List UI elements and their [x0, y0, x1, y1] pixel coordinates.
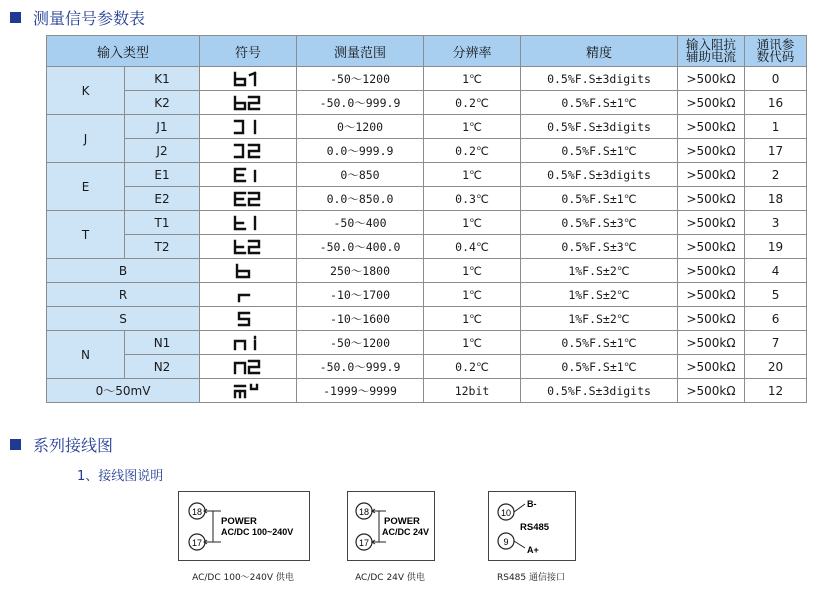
cell-sub-type: T1	[125, 211, 200, 235]
cell-impedance: >500kΩ	[678, 91, 745, 115]
cell-sub-type: E2	[125, 187, 200, 211]
cell-sub-type: K2	[125, 91, 200, 115]
cell-resolution: 1℃	[424, 67, 521, 91]
display-symbol-glyph-icon	[233, 191, 263, 207]
cell-impedance: >500kΩ	[678, 355, 745, 379]
cell-resolution: 0.2℃	[424, 139, 521, 163]
cell-display-symbol	[200, 115, 297, 139]
header-comm-line1: 通讯参	[756, 37, 795, 52]
cell-impedance: >500kΩ	[678, 115, 745, 139]
cell-accuracy: 0.5%F.S±3digits	[521, 67, 678, 91]
display-symbol-glyph-icon	[233, 311, 263, 327]
table-row	[47, 283, 807, 307]
cell-accuracy: 0.5%F.S±3℃	[521, 235, 678, 259]
wiring-subheading: 1、接线图说明	[77, 469, 164, 484]
cell-sub-type: K1	[125, 67, 200, 91]
wiring-caption-3: RS485 通信接口	[496, 573, 565, 583]
cell-range: -10～1600	[297, 307, 424, 331]
cell-comm-code: 4	[745, 259, 807, 283]
table-row	[47, 259, 807, 283]
rs485-label: RS485	[520, 522, 550, 533]
signal-parameter-table	[46, 35, 807, 403]
cell-display-symbol	[200, 211, 297, 235]
display-symbol-glyph-icon	[233, 335, 263, 351]
cell-comm-code: 16	[745, 91, 807, 115]
cell-display-symbol	[200, 187, 297, 211]
power-label: POWER	[221, 516, 257, 527]
table-row	[47, 115, 807, 139]
cell-comm-code: 0	[745, 67, 807, 91]
cell-accuracy: 0.5%F.S±1℃	[521, 91, 678, 115]
cell-display-symbol	[200, 259, 297, 283]
power-voltage-label: AC/DC 100~240V	[221, 527, 294, 537]
cell-sub-type: J2	[125, 139, 200, 163]
cell-display-symbol	[200, 139, 297, 163]
cell-accuracy: 0.5%F.S±1℃	[521, 331, 678, 355]
table-row	[47, 91, 807, 115]
wiring-caption-1: AC/DC 100～240V 供电	[192, 573, 294, 583]
cell-impedance: >500kΩ	[678, 307, 745, 331]
header-input-type: 输入类型	[47, 36, 200, 67]
cell-impedance: >500kΩ	[678, 379, 745, 403]
cell-resolution: 1℃	[424, 307, 521, 331]
cell-resolution: 0.3℃	[424, 187, 521, 211]
cell-sub-type: N2	[125, 355, 200, 379]
cell-range: 250～1800	[297, 259, 424, 283]
cell-comm-code: 7	[745, 331, 807, 355]
cell-range: 0～850	[297, 163, 424, 187]
cell-comm-code: 6	[745, 307, 807, 331]
display-symbol-glyph-icon	[233, 71, 263, 87]
header-impedance-line1: 输入阻抗	[686, 37, 737, 52]
cell-input-type: N	[47, 331, 125, 379]
cell-range: -50.0～999.9	[297, 355, 424, 379]
cell-sub-type: J1	[125, 115, 200, 139]
header-resolution: 分辨率	[424, 36, 521, 67]
cell-display-symbol	[200, 355, 297, 379]
cell-resolution: 12bit	[424, 379, 521, 403]
cell-impedance: >500kΩ	[678, 259, 745, 283]
cell-range: 0.0～999.9	[297, 139, 424, 163]
cell-resolution: 0.4℃	[424, 235, 521, 259]
cell-comm-code: 5	[745, 283, 807, 307]
cell-accuracy: 0.5%F.S±3℃	[521, 211, 678, 235]
display-symbol-glyph-icon	[233, 119, 263, 135]
header-comm-line2: 数代码	[756, 49, 795, 64]
section-square-icon	[10, 12, 21, 23]
terminal-number: 17	[358, 538, 370, 548]
wiring-diagram-power-ac-dc-24v	[347, 491, 435, 561]
wiring-diagram-3-svg	[489, 492, 575, 560]
cell-impedance: >500kΩ	[678, 163, 745, 187]
cell-input-type: 0～50mV	[47, 379, 200, 403]
cell-accuracy: 1%F.S±2℃	[521, 307, 678, 331]
cell-range: -50.0～999.9	[297, 91, 424, 115]
wire-lines	[205, 511, 221, 542]
table-row	[47, 235, 807, 259]
arrow-icon	[372, 509, 375, 544]
header-symbol: 符号	[200, 36, 297, 67]
cell-resolution: 1℃	[424, 259, 521, 283]
power-label: POWER	[384, 516, 420, 527]
header-impedance	[678, 36, 745, 67]
cell-input-type: E	[47, 163, 125, 211]
table-row	[47, 211, 807, 235]
header-range: 测量范围	[297, 36, 424, 67]
rs485-a-label: A+	[527, 545, 539, 555]
cell-accuracy: 1%F.S±2℃	[521, 283, 678, 307]
header-accuracy: 精度	[521, 36, 678, 67]
display-symbol-glyph-icon	[233, 359, 263, 375]
table-header-row	[47, 36, 807, 67]
wiring-diagram-power-ac-dc-100-240v	[178, 491, 310, 561]
wiring-caption-2: AC/DC 24V 供电	[355, 573, 425, 583]
table-row	[47, 187, 807, 211]
cell-range: -10～1700	[297, 283, 424, 307]
cell-range: -50～1200	[297, 67, 424, 91]
cell-display-symbol	[200, 331, 297, 355]
cell-accuracy: 0.5%F.S±1℃	[521, 355, 678, 379]
cell-resolution: 0.2℃	[424, 91, 521, 115]
display-symbol-glyph-icon	[233, 383, 263, 399]
cell-accuracy: 0.5%F.S±3digits	[521, 115, 678, 139]
cell-range: 0～1200	[297, 115, 424, 139]
cell-resolution: 1℃	[424, 283, 521, 307]
cell-input-type: R	[47, 283, 200, 307]
display-symbol-glyph-icon	[233, 263, 263, 279]
table-row	[47, 163, 807, 187]
cell-comm-code: 3	[745, 211, 807, 235]
cell-resolution: 1℃	[424, 331, 521, 355]
cell-resolution: 1℃	[424, 211, 521, 235]
cell-comm-code: 19	[745, 235, 807, 259]
wiring-diagram-rs485	[488, 491, 576, 561]
cell-sub-type: N1	[125, 331, 200, 355]
display-symbol-glyph-icon	[233, 143, 263, 159]
section-header-signal-table	[10, 6, 145, 29]
cell-input-type: K	[47, 67, 125, 115]
cell-impedance: >500kΩ	[678, 235, 745, 259]
cell-input-type: S	[47, 307, 200, 331]
display-symbol-glyph-icon	[233, 239, 263, 255]
display-symbol-glyph-icon	[233, 167, 263, 183]
cell-input-type: T	[47, 211, 125, 259]
cell-accuracy: 0.5%F.S±3digits	[521, 379, 678, 403]
cell-impedance: >500kΩ	[678, 211, 745, 235]
cell-display-symbol	[200, 163, 297, 187]
cell-impedance: >500kΩ	[678, 331, 745, 355]
header-comm-code	[745, 36, 807, 67]
cell-display-symbol	[200, 283, 297, 307]
cell-impedance: >500kΩ	[678, 67, 745, 91]
cell-accuracy: 0.5%F.S±3digits	[521, 163, 678, 187]
cell-display-symbol	[200, 307, 297, 331]
section-title: 测量信号参数表	[33, 9, 146, 28]
section-square-icon	[10, 439, 21, 450]
cell-comm-code: 1	[745, 115, 807, 139]
display-symbol-glyph-icon	[233, 95, 263, 111]
cell-display-symbol	[200, 379, 297, 403]
wiring-diagram-2-svg	[348, 492, 434, 560]
cell-input-type: J	[47, 115, 125, 163]
table-row	[47, 331, 807, 355]
cell-range: -50.0～400.0	[297, 235, 424, 259]
display-symbol-glyph-icon	[233, 287, 263, 303]
terminal-number: 18	[358, 507, 370, 517]
terminal-number: 17	[191, 538, 203, 548]
table-row	[47, 67, 807, 91]
cell-comm-code: 2	[745, 163, 807, 187]
power-voltage-label: AC/DC 24V	[382, 527, 430, 537]
cell-range: -50～1200	[297, 331, 424, 355]
section-title: 系列接线图	[33, 436, 114, 455]
cell-display-symbol	[200, 91, 297, 115]
cell-input-type: B	[47, 259, 200, 283]
terminal-number: 9	[503, 537, 509, 547]
cell-display-symbol	[200, 235, 297, 259]
table-row	[47, 307, 807, 331]
cell-display-symbol	[200, 67, 297, 91]
cell-accuracy: 1%F.S±2℃	[521, 259, 678, 283]
terminal-number: 10	[500, 508, 512, 518]
cell-impedance: >500kΩ	[678, 139, 745, 163]
cell-sub-type: E1	[125, 163, 200, 187]
table-row	[47, 139, 807, 163]
table-row	[47, 379, 807, 403]
cell-comm-code: 20	[745, 355, 807, 379]
cell-impedance: >500kΩ	[678, 187, 745, 211]
section-header-wiring	[10, 433, 113, 456]
cell-range: -50～400	[297, 211, 424, 235]
rs485-b-label: B-	[527, 499, 537, 509]
cell-resolution: 1℃	[424, 115, 521, 139]
terminal-number: 18	[191, 507, 203, 517]
cell-comm-code: 17	[745, 139, 807, 163]
cell-range: 0.0～850.0	[297, 187, 424, 211]
cell-accuracy: 0.5%F.S±1℃	[521, 139, 678, 163]
cell-sub-type: T2	[125, 235, 200, 259]
cell-resolution: 1℃	[424, 163, 521, 187]
cell-comm-code: 18	[745, 187, 807, 211]
cell-accuracy: 0.5%F.S±1℃	[521, 187, 678, 211]
display-symbol-glyph-icon	[233, 215, 263, 231]
cell-resolution: 0.2℃	[424, 355, 521, 379]
header-impedance-line2: 辅助电流	[686, 49, 737, 64]
cell-comm-code: 12	[745, 379, 807, 403]
wiring-diagram-1-svg	[179, 492, 309, 560]
table-row	[47, 355, 807, 379]
cell-range: -1999～9999	[297, 379, 424, 403]
cell-impedance: >500kΩ	[678, 283, 745, 307]
